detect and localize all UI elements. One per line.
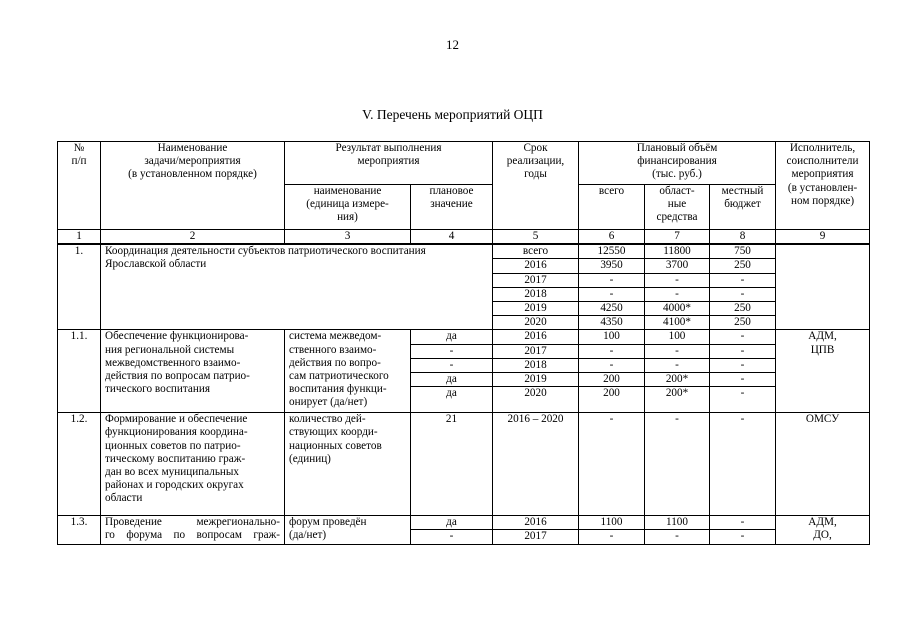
- term-cell: 2016: [493, 330, 579, 344]
- header-executor: Исполнитель, соисполнители мероприятия (в установлен- ном порядке): [776, 142, 870, 230]
- header-fin-total: всего: [579, 185, 645, 230]
- row-num: 1.: [58, 244, 101, 330]
- col-number: 7: [645, 230, 710, 245]
- local-cell: -: [710, 330, 776, 344]
- term-cell: 2018: [493, 287, 579, 301]
- regional-cell: 11800: [645, 244, 710, 259]
- total-cell: 3950: [579, 259, 645, 273]
- total-cell: 4250: [579, 302, 645, 316]
- executor-cell: ОМСУ: [776, 413, 870, 516]
- regional-cell: -: [645, 530, 710, 544]
- term-cell: 2019: [493, 302, 579, 316]
- value-cell: да: [411, 330, 493, 344]
- regional-cell: 4100*: [645, 316, 710, 330]
- header-result-name: наименование (единица измере- ния): [285, 185, 411, 230]
- table-row: [58, 516, 870, 530]
- row-name: Проведение межрегионально- го форума по вопросам граж-: [101, 516, 285, 544]
- total-cell: -: [579, 287, 645, 301]
- col-number: 8: [710, 230, 776, 245]
- local-cell: -: [710, 516, 776, 530]
- regional-cell: 4000*: [645, 302, 710, 316]
- regional-cell: 1100: [645, 516, 710, 530]
- col-number: 6: [579, 230, 645, 245]
- table-row: [58, 330, 870, 344]
- result-name: система межведом- ственного взаимо- действия по вопро- сам патриотического воспитания функци- онирует (да/нет): [285, 330, 411, 413]
- local-cell: -: [710, 287, 776, 301]
- term-cell: всего: [493, 244, 579, 259]
- total-cell: -: [579, 358, 645, 372]
- local-cell: 750: [710, 244, 776, 259]
- local-cell: -: [710, 413, 776, 516]
- term-cell: 2017: [493, 273, 579, 287]
- measures-table: [57, 141, 870, 545]
- page-number: 12: [446, 37, 459, 52]
- regional-cell: -: [645, 273, 710, 287]
- local-cell: -: [710, 358, 776, 372]
- table-row: [58, 244, 870, 259]
- term-cell: 2020: [493, 387, 579, 413]
- total-cell: 1100: [579, 516, 645, 530]
- value-cell: -: [411, 530, 493, 544]
- header-num: № п/п: [58, 142, 101, 230]
- total-cell: 100: [579, 330, 645, 344]
- col-number: 5: [493, 230, 579, 245]
- local-cell: -: [710, 387, 776, 413]
- value-cell: да: [411, 373, 493, 387]
- header-result: Результат выполнения мероприятия: [285, 142, 493, 185]
- term-cell: 2020: [493, 316, 579, 330]
- total-cell: 200: [579, 373, 645, 387]
- regional-cell: -: [645, 413, 710, 516]
- col-number: 2: [101, 230, 285, 245]
- local-cell: 250: [710, 302, 776, 316]
- header-fin-regional: област- ные средства: [645, 185, 710, 230]
- term-cell: 2016 – 2020: [493, 413, 579, 516]
- total-cell: -: [579, 530, 645, 544]
- term-cell: 2017: [493, 344, 579, 358]
- executor-cell: АДМ, ДО,: [776, 516, 870, 544]
- regional-cell: 3700: [645, 259, 710, 273]
- col-number: 4: [411, 230, 493, 245]
- col-number: 1: [58, 230, 101, 245]
- total-cell: -: [579, 273, 645, 287]
- header-finance: Плановый объём финансирования (тыс. руб.): [579, 142, 776, 185]
- term-cell: 2019: [493, 373, 579, 387]
- result-name: количество дей- ствующих коорди- национных советов (единиц): [285, 413, 411, 516]
- row-name: Обеспечение функционирова- ния региональной системы межведомственного взаимо- действия по вопросам патрио- тического воспитания: [101, 330, 285, 413]
- local-cell: -: [710, 373, 776, 387]
- document-title: V. Перечень мероприятий ОЦП: [362, 107, 543, 122]
- regional-cell: -: [645, 344, 710, 358]
- header-result-value: плановое значение: [411, 185, 493, 230]
- result-name: форум проведён (да/нет): [285, 516, 411, 544]
- row-num: 1.2.: [58, 413, 101, 516]
- header-name: Наименование задачи/мероприятия (в установленном порядке): [101, 142, 285, 230]
- local-cell: -: [710, 530, 776, 544]
- total-cell: -: [579, 344, 645, 358]
- total-cell: 12550: [579, 244, 645, 259]
- executor-cell: АДМ, ЦПВ: [776, 330, 870, 413]
- table-row: [58, 413, 870, 516]
- row-name: Формирование и обеспечение функционирования координа- ционных советов по патрио- тическому воспитанию граж- дан во всех муниципальных районах и городских округах области: [101, 413, 285, 516]
- total-cell: 200: [579, 387, 645, 413]
- value-cell: -: [411, 344, 493, 358]
- local-cell: 250: [710, 259, 776, 273]
- value-cell: 21: [411, 413, 493, 516]
- term-cell: 2018: [493, 358, 579, 372]
- col-number: 3: [285, 230, 411, 245]
- regional-cell: 100: [645, 330, 710, 344]
- regional-cell: 200*: [645, 373, 710, 387]
- term-cell: 2017: [493, 530, 579, 544]
- term-cell: 2016: [493, 516, 579, 530]
- col-number: 9: [776, 230, 870, 245]
- value-cell: да: [411, 516, 493, 530]
- regional-cell: -: [645, 287, 710, 301]
- total-cell: -: [579, 413, 645, 516]
- total-cell: 4350: [579, 316, 645, 330]
- value-cell: да: [411, 387, 493, 413]
- row-name: Координация деятельности субъектов патриотического воспитания Ярославской области: [101, 244, 493, 330]
- local-cell: -: [710, 344, 776, 358]
- local-cell: 250: [710, 316, 776, 330]
- value-cell: -: [411, 358, 493, 372]
- regional-cell: 200*: [645, 387, 710, 413]
- executor-cell: [776, 244, 870, 330]
- regional-cell: -: [645, 358, 710, 372]
- header-fin-local: местный бюджет: [710, 185, 776, 230]
- term-cell: 2016: [493, 259, 579, 273]
- row-num: 1.1.: [58, 330, 101, 413]
- row-num: 1.3.: [58, 516, 101, 544]
- header-term: Срок реализации, годы: [493, 142, 579, 230]
- local-cell: -: [710, 273, 776, 287]
